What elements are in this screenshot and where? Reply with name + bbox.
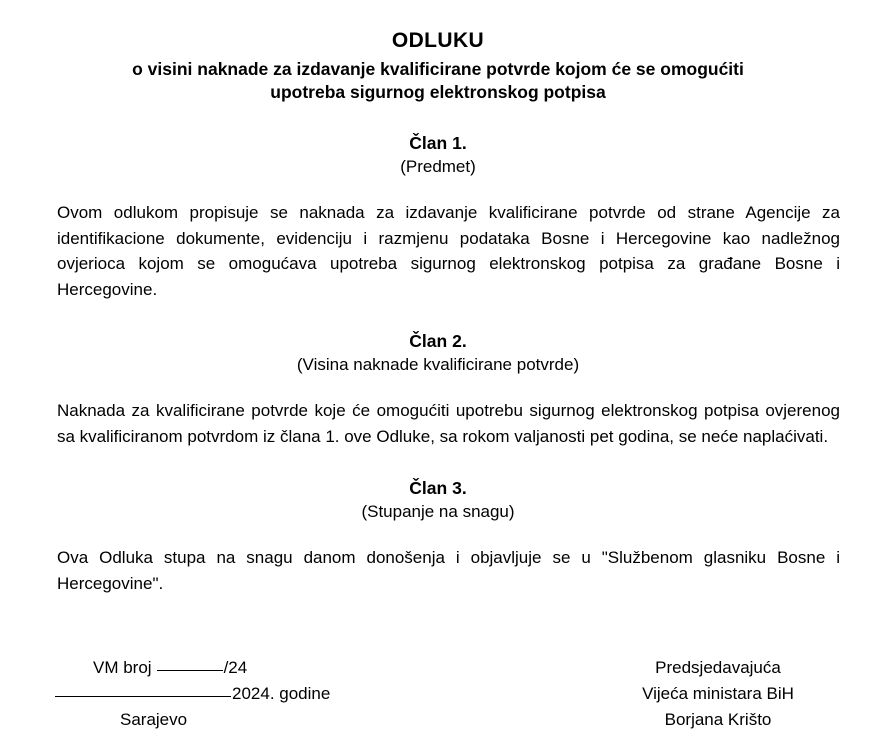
decision-number-label: VM broj [93,658,152,677]
decision-date-blank-rule [55,696,231,697]
document-subtitle-line-1: o visini naknade za izdavanje kvalificirane potvrde kojom će se omogućiti [132,59,744,79]
article-body-wrap-3 [0,545,876,596]
article-title-1: Član 1. [409,133,467,153]
document-subtitle-line-2: upotreba sigurnog elektronskog potpisa [270,82,606,102]
article-body-2: Naknada za kvalificirane potvrde koje će omogućiti upotrebu sigurnog elektronskog potpisa ovjerenog sa kvalificiranom potvrdom iz člana 1. ove Odluke, sa rokom valjanosti pet godina, se neće naplaćivati. [57,401,840,446]
article-body-wrap-1 [0,200,876,302]
signatory-name: Borjana Krišto [664,710,772,729]
signature-right-block [560,655,876,733]
article-subheading-3: (Stupanje na snagu) [361,502,515,521]
signatory-role-line-1: Predsjedavajuća [655,658,781,677]
decision-number-row [55,655,415,681]
article-heading-1 [0,132,876,178]
decision-date-suffix: 2024. godine [232,684,331,703]
article-subheading-1: (Predmet) [400,157,476,176]
document-title: ODLUKU [391,29,485,52]
title-block [0,0,876,104]
article-body-3: Ova Odluka stupa na snagu danom donošenja i objavljuje se u "Službenom glasniku Bosne i Hercegovine". [57,548,840,593]
signature-area [0,655,876,744]
signature-left-block [55,655,415,733]
article-title-2: Član 2. [409,331,467,351]
signatory-role-line-2: Vijeća ministara BiH [642,684,794,703]
decision-place: Sarajevo [120,710,188,729]
article-heading-3 [0,477,876,523]
decision-number-blank-rule [157,670,223,671]
article-title-3: Član 3. [409,478,467,498]
decision-number-suffix: /24 [223,658,248,677]
article-body-1: Ovom odlukom propisuje se naknada za izdavanje kvalificirane potvrde od strane Agencije za identifikacione dokumente, evidenciju i razmjenu podataka Bosne i Hercegovine kao nadležnog ovjerioca kojom se omogućava upotreba sigurnog elektronskog potpisa za građane Bosne i Hercegovine. [57,203,840,299]
article-subheading-2: (Visina naknade kvalificirane potvrde) [296,355,580,374]
decision-date-row [55,681,415,707]
article-body-wrap-2 [0,398,876,449]
document-subtitle [68,58,808,104]
article-heading-2 [0,330,876,376]
